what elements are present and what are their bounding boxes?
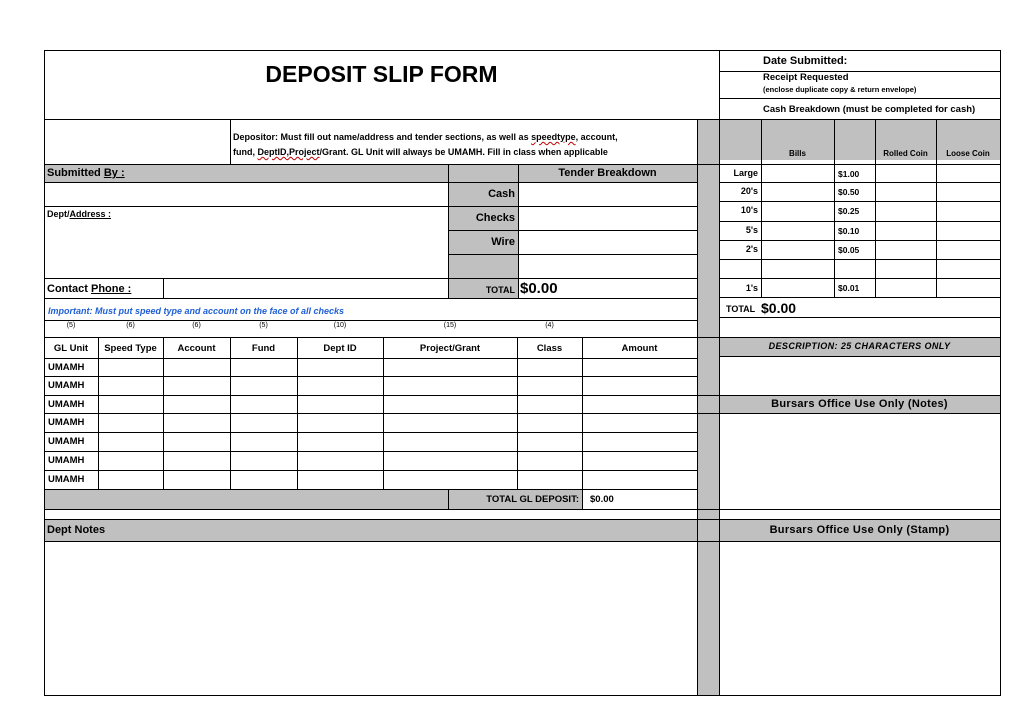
column-header-class: Class: [536, 343, 563, 354]
tender-cash-label: Cash: [488, 188, 515, 200]
table-row-gl-unit: UMAMH: [48, 436, 85, 447]
table-row-gl-unit: UMAMH: [48, 417, 85, 428]
column-header-gl-unit: GL Unit: [53, 343, 89, 354]
receipt-requested-note: (enclose duplicate copy & return envelope): [763, 85, 917, 94]
dept-notes-header: Dept Notes: [47, 524, 106, 536]
field-length-project-grant: (15): [443, 322, 457, 329]
coin-label-0-25: $0.25: [838, 206, 860, 216]
bursars-notes-header: Bursars Office Use Only (Notes): [771, 398, 948, 410]
tender-checks-label: Checks: [475, 212, 515, 224]
submitted-by-label: Submitted By :: [47, 167, 125, 179]
description-header: DESCRIPTION: 25 CHARACTERS ONLY: [768, 341, 951, 351]
field-length-class: (4): [545, 322, 554, 329]
bill-label-10s: 10's: [740, 205, 758, 215]
cash-breakdown-label: Cash Breakdown (must be completed for cash): [763, 104, 976, 115]
coin-label-0-05: $0.05: [838, 245, 860, 255]
column-header-amount: Amount: [621, 343, 658, 354]
tender-total-label: TOTAL: [485, 285, 515, 295]
coin-label-0-50: $0.50: [838, 187, 860, 197]
table-row-gl-unit: UMAMH: [48, 399, 85, 410]
cash-amount-field[interactable]: [518, 182, 697, 206]
coin-label-0-01: $0.01: [838, 283, 860, 293]
checks-amount-field[interactable]: [518, 206, 697, 230]
loose-coin-header: Loose Coin: [946, 149, 990, 158]
bills-header: Bills: [789, 149, 806, 158]
gl-total-label: TOTAL GL DEPOSIT:: [486, 494, 579, 505]
dept-notes-field[interactable]: [45, 542, 697, 695]
coin-label-0-10: $0.10: [838, 226, 860, 236]
bill-label-1s: 1's: [745, 283, 758, 293]
column-header-project-grant: Project/Grant: [419, 343, 481, 354]
bill-label-20s: 20's: [740, 186, 758, 196]
field-length-speed-type: (6): [126, 322, 135, 329]
column-header-dept-id: Dept ID: [323, 343, 357, 354]
field-length-fund: (5): [259, 322, 268, 329]
rolled-coin-header: Rolled Coin: [883, 149, 928, 158]
coin-label-1-00: $1.00: [838, 169, 860, 179]
column-header-speed-type: Speed Type: [104, 343, 157, 354]
cash-total-value: $0.00: [761, 300, 797, 316]
gl-total-value: $0.00: [590, 494, 614, 505]
field-length-account: (6): [192, 322, 201, 329]
table-row-gl-unit: UMAMH: [48, 362, 85, 373]
table-row-gl-unit: UMAMH: [48, 474, 85, 485]
table-row-gl-unit: UMAMH: [48, 455, 85, 466]
tender-wire-label: Wire: [491, 236, 515, 248]
date-submitted-label: Date Submitted:: [763, 55, 848, 67]
important-note: Important: Must put speed type and account on the face of all checks: [48, 306, 345, 316]
bill-label-5s: 5's: [745, 225, 758, 235]
bursars-stamp-header: Bursars Office Use Only (Stamp): [769, 524, 950, 536]
instructions-line-1: Depositor: Must fill out name/address and tender sections, as well as speedtype, account,: [233, 132, 618, 142]
column-header-account: Account: [177, 343, 216, 354]
wire-amount-field[interactable]: [518, 230, 697, 254]
bill-label-large: Large: [733, 168, 758, 178]
field-length-gl-unit: (5): [66, 322, 76, 329]
column-header-fund: Fund: [251, 343, 276, 354]
instructions-line-2: fund, DeptID,Project/Grant. GL Unit will always be UMAMH. Fill in class when applicable: [233, 147, 608, 157]
contact-phone-field[interactable]: [164, 279, 448, 298]
tender-total-value: $0.00: [520, 280, 558, 297]
field-length-dept-id: (10): [333, 322, 347, 329]
page-title: DEPOSIT SLIP FORM: [265, 61, 498, 87]
table-row-gl-unit: UMAMH: [48, 380, 85, 391]
cash-total-label: TOTAL: [726, 304, 756, 314]
tender-header: Tender Breakdown: [558, 167, 657, 179]
contact-phone-label: Contact Phone :: [47, 283, 132, 295]
receipt-requested-label: Receipt Requested: [763, 72, 849, 83]
bill-label-2s: 2's: [745, 244, 758, 254]
description-field[interactable]: [720, 357, 1000, 394]
dept-address-label: Dept/Address :: [47, 209, 112, 219]
